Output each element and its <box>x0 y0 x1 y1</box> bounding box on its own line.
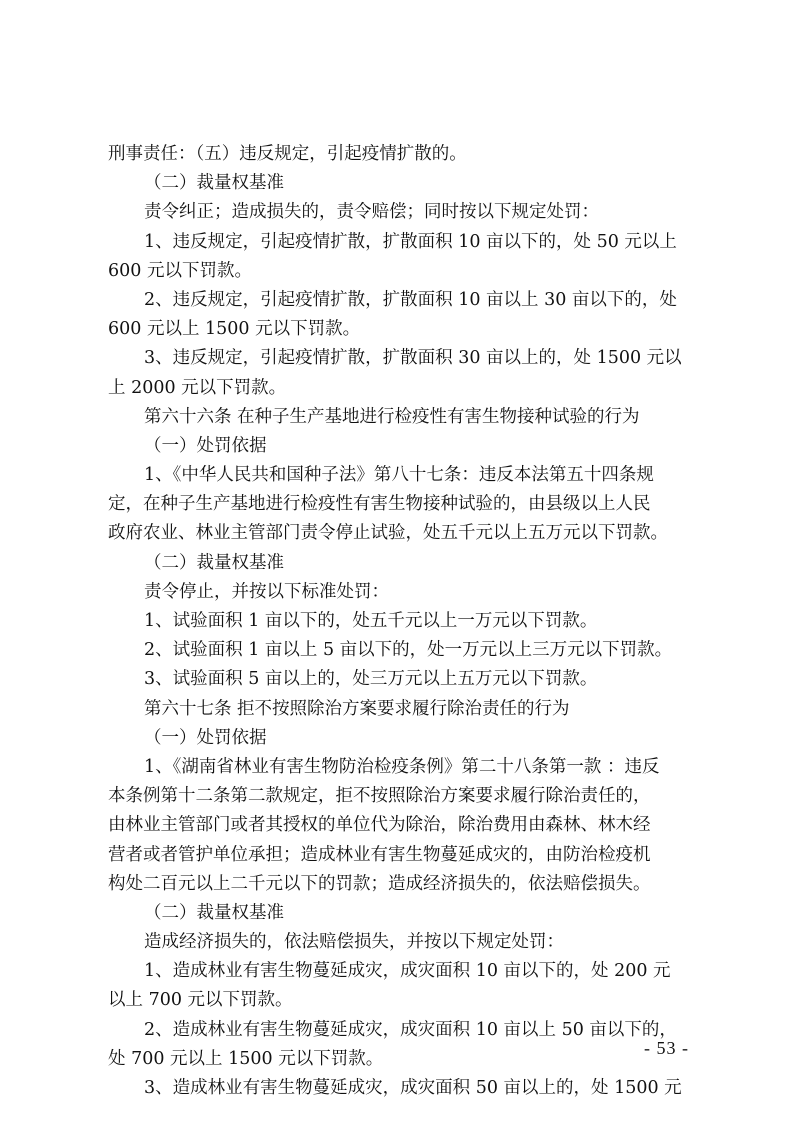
list-item: 3、违反规定，引起疫情扩散，扩散面积 30 亩以上的，处 1500 元以 <box>144 348 682 369</box>
list-item: 2、试验面积 1 亩以上 5 亩以下的，处一万元以上三万元以下罚款。 <box>144 640 673 661</box>
text-line: 600 元以下罚款。 <box>108 260 252 281</box>
text-line: 由林业主管部门或者其授权的单位代为除治，除治费用由森林、林木经 <box>108 815 651 836</box>
section-heading: （二）裁量权基准 <box>144 173 284 194</box>
text-line: 责令停止，并按以下标准处罚： <box>144 581 389 602</box>
text-line: 营者或者管护单位承担；造成林业有害生物蔓延成灾的，由防治检疫机 <box>108 844 651 865</box>
text-line: 刑事责任：（五）违反规定，引起疫情扩散的。 <box>108 144 467 164</box>
section-heading: （二）裁量权基准 <box>144 552 284 573</box>
text-line: 600 元以上 1500 元以下罚款。 <box>108 319 361 340</box>
list-item: 3、试验面积 5 亩以上的，处三万元以上五万元以下罚款。 <box>144 669 598 690</box>
text-line: 处 700 元以上 1500 元以下罚款。 <box>108 1048 384 1069</box>
text-line: 构处二百元以上二千元以下的罚款；造成经济损失的，依法赔偿损失。 <box>108 873 651 894</box>
text-line: 政府农业、林业主管部门责令停止试验，处五千元以上五万元以下罚款。 <box>108 523 668 544</box>
section-heading: （二）裁量权基准 <box>144 902 284 923</box>
text-line: 本条例第十二条第二款规定，拒不按照除治方案要求履行除治责任的， <box>108 786 651 807</box>
text-line: 上 2000 元以下罚款。 <box>108 377 287 398</box>
list-item: 1、造成林业有害生物蔓延成灾，成灾面积 10 亩以下的，处 200 元 <box>144 961 671 982</box>
article-heading: 第六十六条 在种子生产基地进行检疫性有害生物接种试验的行为 <box>144 406 640 427</box>
section-heading: （一）处罚依据 <box>144 435 267 456</box>
article-heading: 第六十七条 拒不按照除治方案要求履行除治责任的行为 <box>144 698 570 719</box>
text-line: 造成经济损失的，依法赔偿损失，并按以下规定处罚： <box>144 932 564 953</box>
list-item: 1、违反规定，引起疫情扩散，扩散面积 10 亩以下的，处 50 元以上 <box>144 231 677 252</box>
text-line: 以上 700 元以下罚款。 <box>108 990 293 1011</box>
text-line: 责令纠正；造成损失的，责令赔偿；同时按以下规定处罚： <box>144 202 599 223</box>
list-item: 2、造成林业有害生物蔓延成灾，成灾面积 10 亩以上 50 亩以下的， <box>144 1019 677 1040</box>
body-text <box>108 140 696 1103</box>
list-item: 2、违反规定，引起疫情扩散，扩散面积 10 亩以上 30 亩以下的，处 <box>144 289 677 310</box>
list-item: 1、试验面积 1 亩以下的，处五千元以上一万元以下罚款。 <box>144 611 598 631</box>
list-item: 1、《中华人民共和国种子法》第八十七条：违反本法第五十四条规 <box>144 465 654 486</box>
list-item: 1、《湖南省林业有害生物防治检疫条例》第二十八条第一款 ：违反 <box>144 756 660 777</box>
list-item: 3、造成林业有害生物蔓延成灾，成灾面积 50 亩以上的，处 1500 元 <box>144 1078 682 1098</box>
text-line: 定，在种子生产基地进行检疫性有害生物接种试验的，由县级以上人民 <box>108 494 651 515</box>
page-number: - 53 - <box>644 1038 689 1058</box>
section-heading: （一）处罚依据 <box>144 727 267 748</box>
